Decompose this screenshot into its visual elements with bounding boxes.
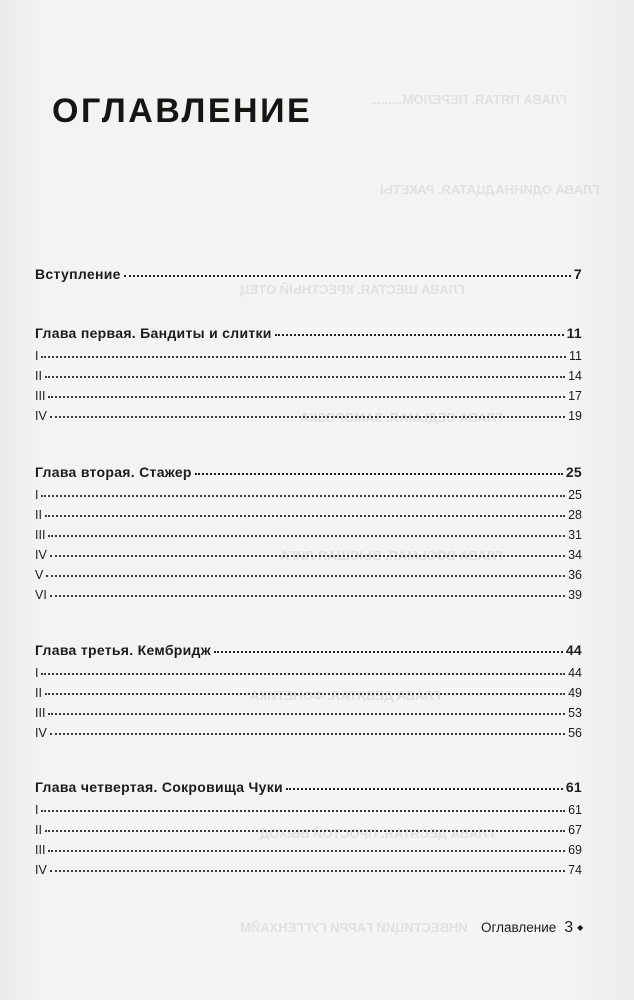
dot-leader bbox=[45, 501, 565, 517]
dot-leader bbox=[50, 856, 565, 872]
toc-section bbox=[35, 818, 582, 838]
dot-leader bbox=[41, 659, 565, 675]
section-page: 14 bbox=[568, 369, 582, 383]
toc-section bbox=[35, 798, 582, 818]
diamond-icon: ◆ bbox=[577, 923, 584, 932]
chapter-title: Глава четвертая. Сокровища Чуки bbox=[35, 779, 283, 795]
show-through-text: ГЛАВА ВОСЬМАЯ. ВЫСШАЯ ЛИГА bbox=[280, 548, 503, 563]
toc-section bbox=[35, 838, 582, 858]
toc-chapter-heading bbox=[35, 322, 582, 344]
section-label: IV bbox=[35, 548, 47, 562]
show-through-text: ГЛАВА ШЕСТАЯ. КРЕСТНЫЙ ОТЕЦ bbox=[240, 282, 465, 297]
section-page: 44 bbox=[568, 666, 582, 680]
section-label: III bbox=[35, 843, 46, 857]
dot-leader bbox=[50, 541, 565, 557]
show-through-text: ГЛАВА ДЕСЯТАЯ. ПРОСТОЙ ВЫХОД bbox=[260, 826, 495, 841]
section-label: II bbox=[35, 369, 42, 383]
dot-leader bbox=[45, 679, 565, 695]
show-through-text: ГЛАВА ОДИННАДЦАТАЯ. РАКЕТЫ bbox=[380, 182, 600, 197]
section-page: 61 bbox=[568, 803, 582, 817]
toc-chapter-heading bbox=[35, 776, 582, 798]
page-title: ОГЛАВЛЕНИЕ bbox=[52, 92, 313, 130]
section-label: I bbox=[35, 349, 39, 363]
dot-leader bbox=[48, 382, 565, 398]
toc-section bbox=[35, 701, 582, 721]
page-footer bbox=[481, 919, 583, 937]
toc-chapter-heading bbox=[35, 639, 582, 661]
chapter-title: Глава третья. Кембридж bbox=[35, 642, 211, 658]
section-page: 56 bbox=[568, 726, 582, 740]
dot-leader bbox=[195, 459, 563, 475]
section-page: 74 bbox=[568, 863, 582, 877]
section-page: 19 bbox=[568, 409, 582, 423]
section-label: II bbox=[35, 823, 42, 837]
toc-section bbox=[35, 583, 582, 603]
dot-leader bbox=[48, 836, 565, 852]
chapter-page: 11 bbox=[566, 325, 582, 341]
page-number: 3 bbox=[564, 919, 574, 936]
chapter-page: 25 bbox=[565, 464, 582, 480]
toc-section bbox=[35, 721, 582, 741]
dot-leader bbox=[214, 637, 563, 653]
toc-section bbox=[35, 563, 582, 583]
toc-section bbox=[35, 523, 582, 543]
toc-section bbox=[35, 483, 582, 503]
section-page: 49 bbox=[568, 686, 582, 700]
dot-leader bbox=[48, 699, 565, 715]
toc-chapter-2 bbox=[35, 461, 582, 603]
section-page: 31 bbox=[568, 528, 582, 542]
toc-section bbox=[35, 503, 582, 523]
section-page: 17 bbox=[568, 389, 582, 403]
toc-chapter-heading bbox=[35, 461, 582, 483]
toc-section bbox=[35, 384, 582, 404]
dot-leader bbox=[275, 320, 564, 336]
chapter-title: Глава вторая. Стажер bbox=[35, 464, 192, 480]
dot-leader bbox=[41, 342, 566, 358]
dot-leader bbox=[45, 816, 565, 832]
toc-entry-page: 7 bbox=[573, 266, 582, 282]
section-label: III bbox=[35, 528, 46, 542]
toc-intro bbox=[35, 263, 582, 285]
section-page: 39 bbox=[568, 588, 582, 602]
toc-section bbox=[35, 543, 582, 563]
section-page: 28 bbox=[568, 508, 582, 522]
toc-section bbox=[35, 661, 582, 681]
toc-chapter-4 bbox=[35, 776, 582, 878]
toc-entry-intro bbox=[35, 263, 582, 285]
dot-leader bbox=[45, 362, 565, 378]
section-label: IV bbox=[35, 863, 47, 877]
dot-leader bbox=[41, 796, 565, 812]
dot-leader bbox=[286, 774, 563, 790]
dot-leader bbox=[50, 719, 565, 735]
dot-leader bbox=[48, 521, 565, 537]
section-label: IV bbox=[35, 409, 47, 423]
chapter-page: 44 bbox=[565, 642, 582, 658]
section-label: I bbox=[35, 803, 39, 817]
section-page: 53 bbox=[568, 706, 582, 720]
toc-section bbox=[35, 344, 582, 364]
section-page: 11 bbox=[569, 349, 582, 363]
chapter-title: Глава первая. Бандиты и слитки bbox=[35, 325, 272, 341]
section-label: III bbox=[35, 706, 46, 720]
toc-section bbox=[35, 364, 582, 384]
toc-chapter-1 bbox=[35, 322, 582, 424]
dot-leader bbox=[50, 581, 565, 597]
show-through-text: ГЛАВА ДЕВЯТАЯ. ФОНЕТИКА bbox=[250, 688, 441, 703]
section-page: 25 bbox=[568, 488, 582, 502]
section-page: 36 bbox=[568, 568, 582, 582]
section-label: III bbox=[35, 389, 46, 403]
dot-leader bbox=[46, 561, 565, 577]
section-label: V bbox=[35, 568, 44, 582]
show-through-text: ГЛАВА ПЯТАЯ. ПЕРЕЛОМ......... bbox=[370, 92, 567, 107]
section-page: 67 bbox=[568, 823, 582, 837]
section-label: II bbox=[35, 508, 42, 522]
section-page: 69 bbox=[568, 843, 582, 857]
section-label: II bbox=[35, 686, 42, 700]
section-label: I bbox=[35, 666, 39, 680]
show-through-text: ГЛАВА СЕДЬМАЯ. ЗАМОРОЗКА bbox=[300, 410, 503, 425]
dot-leader bbox=[41, 481, 565, 497]
section-page: 34 bbox=[568, 548, 582, 562]
toc-chapter-3 bbox=[35, 639, 582, 741]
toc-section bbox=[35, 404, 582, 424]
toc-section bbox=[35, 681, 582, 701]
dot-leader bbox=[124, 261, 571, 277]
toc-section bbox=[35, 858, 582, 878]
section-label: IV bbox=[35, 726, 47, 740]
running-footer-label: Оглавление bbox=[481, 920, 557, 935]
section-label: VI bbox=[35, 588, 47, 602]
show-through-text: ИНВЕСТИЦИИ ГАРРИ ГУГГЕНХАЙМ bbox=[240, 920, 468, 935]
dot-leader bbox=[50, 402, 565, 418]
section-label: I bbox=[35, 488, 39, 502]
chapter-page: 61 bbox=[565, 779, 582, 795]
toc-entry-label: Вступление bbox=[35, 266, 121, 282]
